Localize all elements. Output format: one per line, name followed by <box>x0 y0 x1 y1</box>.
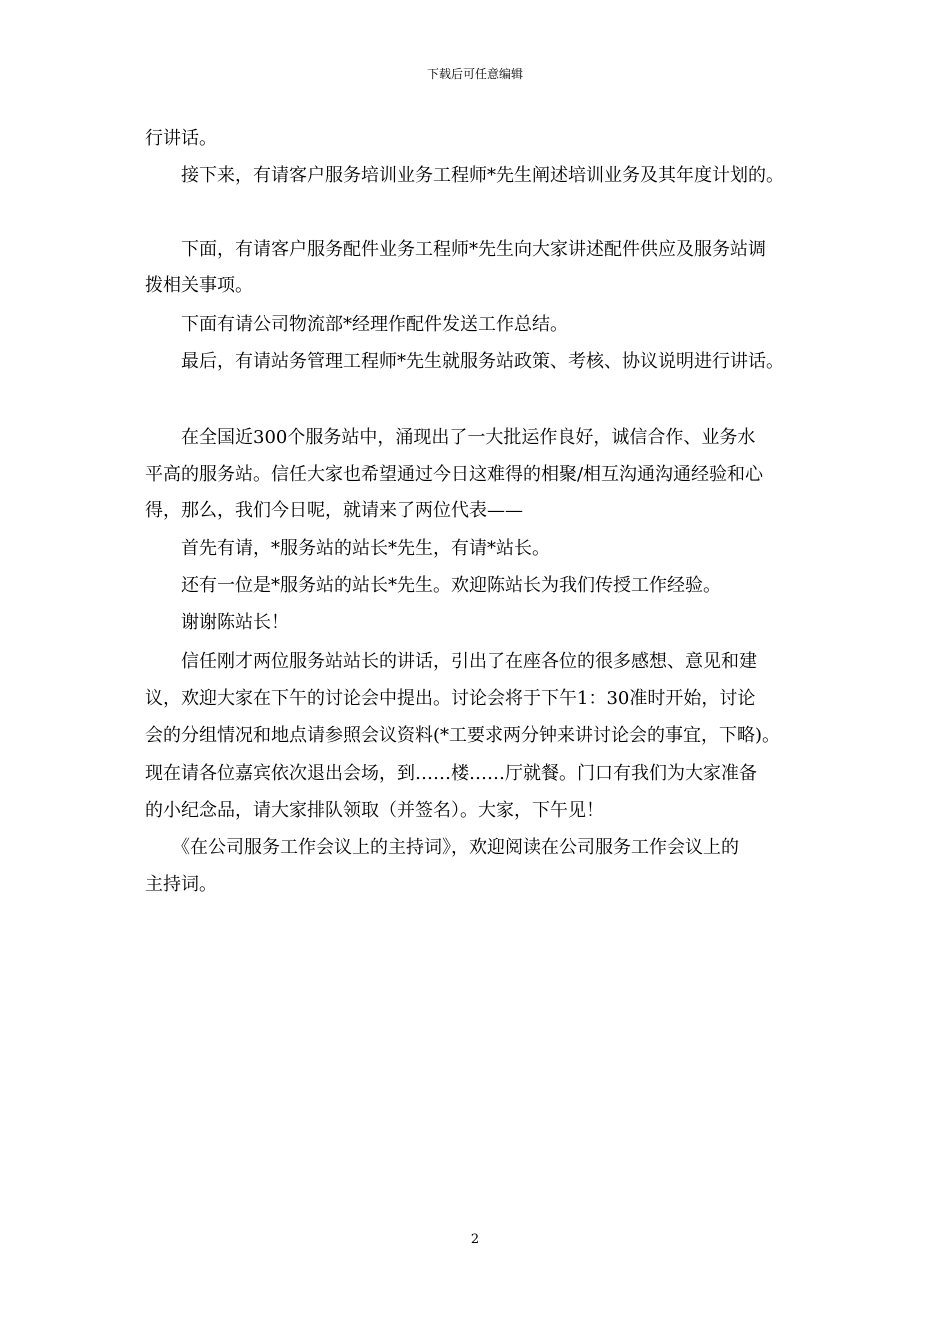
body-line: 会的分组情况和地点请参照会议资料(*工要求两分钟来讲讨论会的事宜，下略)。 <box>145 725 781 746</box>
page-header: 下载后可任意编辑 <box>426 67 523 81</box>
body-line: 信任刚才两位服务站站长的讲话，引出了在座各位的很多感想、意见和建 <box>145 651 757 672</box>
body-line: 得，那么，我们今日呢，就请来了两位代表—— <box>145 500 523 521</box>
body-line: 现在请各位嘉宾依次退出会场，到……楼……厅就餐。门口有我们为大家准备 <box>145 763 757 784</box>
body-line: 谢谢陈站长！ <box>145 612 289 633</box>
body-line: 最后，有请站务管理工程师*先生就服务站政策、考核、协议说明进行讲话。 <box>145 351 784 372</box>
body-line: 还有一位是*服务站的站长*先生。欢迎陈站长为我们传授工作经验。 <box>145 575 721 596</box>
body-line: 平高的服务站。信任大家也希望通过今日这难得的相聚/相互沟通沟通经验和心 <box>145 464 764 485</box>
body-line: 首先有请，*服务站的站长*先生，有请*站长。 <box>145 538 550 559</box>
body-line: 在全国近300个服务站中，涌现出了一大批运作良好，诚信合作、业务水 <box>145 427 756 448</box>
body-line: 《在公司服务工作会议上的主持词》，欢迎阅读在公司服务工作会议上的 <box>145 837 739 858</box>
page-number: 2 <box>470 1232 480 1247</box>
body-line: 下面有请公司物流部*经理作配件发送工作总结。 <box>145 314 568 335</box>
body-line: 行讲话。 <box>145 128 217 149</box>
body-line: 下面，有请客户服务配件业务工程师*先生向大家讲述配件供应及服务站调 <box>145 239 766 260</box>
body-line: 接下来，有请客户服务培训业务工程师*先生阐述培训业务及其年度计划的。 <box>145 165 784 186</box>
body-line: 主持词。 <box>145 874 217 895</box>
body-line: 议，欢迎大家在下午的讨论会中提出。讨论会将于下午1：30准时开始，讨论 <box>145 688 756 709</box>
body-line: 拨相关事项。 <box>145 275 253 296</box>
body-line: 的小纪念品，请大家排队领取（并签名）。大家，下午见！ <box>145 800 604 821</box>
